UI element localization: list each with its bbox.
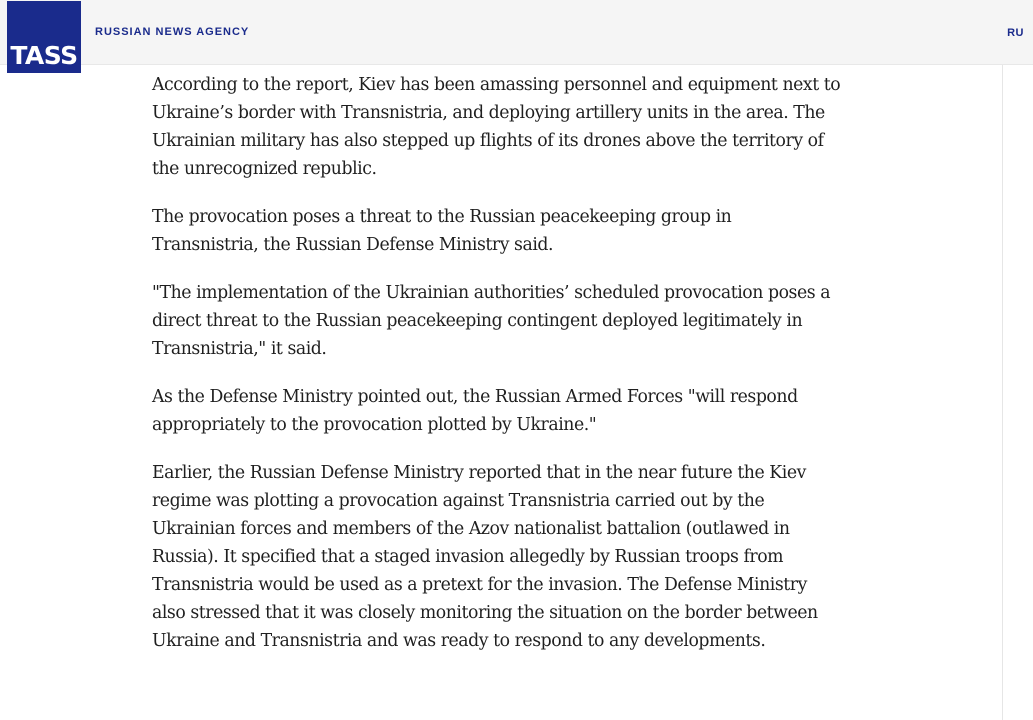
site-header <box>0 0 1033 70</box>
logo-text: TASS <box>10 41 78 70</box>
right-column-divider <box>1002 65 1003 720</box>
article-body <box>152 71 842 675</box>
language-switch-ru[interactable]: RU <box>1007 27 1024 39</box>
article-paragraph-3: "The implementation of the Ukrainian authorities’ scheduled provocation poses a direct threat to the Russian peacekeeping contingent deployed legitimately in Transnistria," it said. <box>152 283 831 359</box>
article-paragraph-5: Earlier, the Russian Defense Ministry reported that in the near future the Kiev regime was plotting a provocation against Transnistria carried out by the Ukrainian forces and members of the Azov nationalist battalion (outlawed in Russia). It specified that a staged invasion allegedly by Russian troops from Transnistria would be used as a pretext for the invasion. The Defense Ministry also stressed that it was closely monitoring the situation on the border between Ukraine and Transnistria and was ready to respond to any developments. <box>152 463 818 651</box>
article-paragraph-4: As the Defense Ministry pointed out, the Russian Armed Forces "will respond appropriately to the provocation plotted by Ukraine." <box>152 387 798 435</box>
tass-logo[interactable] <box>7 1 81 73</box>
agency-name: RUSSIAN NEWS AGENCY <box>95 26 250 38</box>
article-paragraph-1: According to the report, Kiev has been amassing personnel and equipment next to Ukraine’s border with Transnistria, and deploying artillery units in the area. The Ukrainian military has also stepped up flights of its drones above the territory of the unrecognized republic. <box>152 75 841 179</box>
article-paragraph-2: The provocation poses a threat to the Russian peacekeeping group in Transnistria, the Russian Defense Ministry said. <box>152 207 732 255</box>
